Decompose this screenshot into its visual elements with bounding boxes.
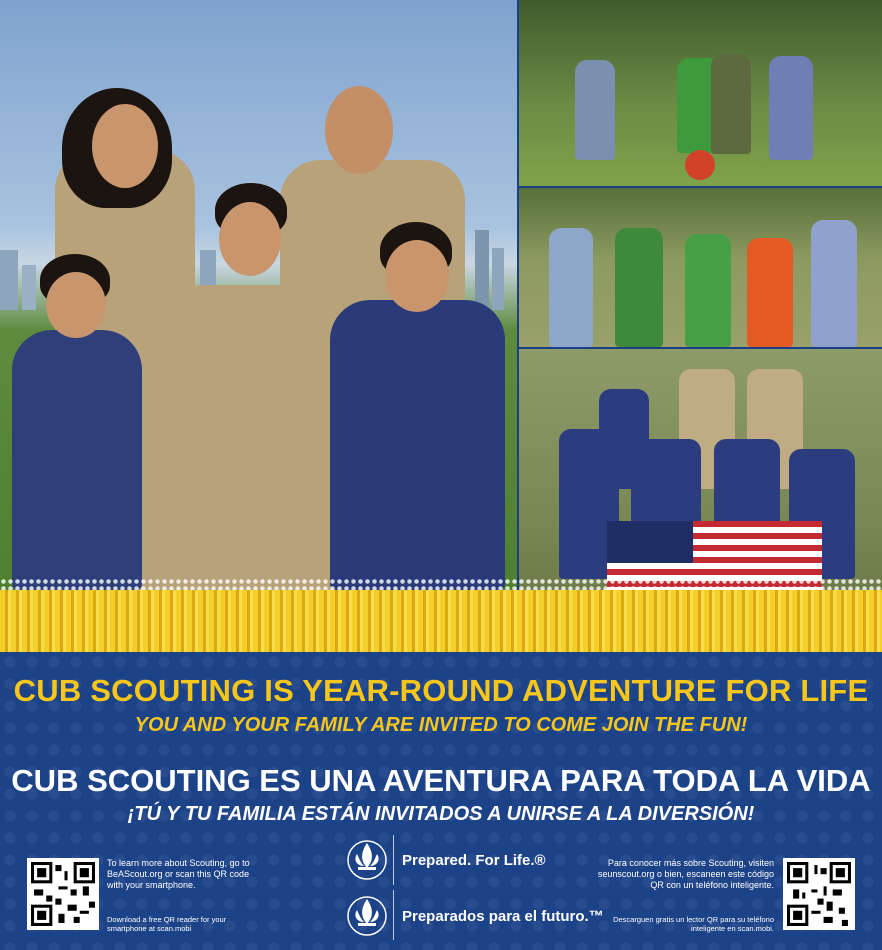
subheadline-spanish: ¡TÚ Y TU FAMILIA ESTÁN INVITADOS A UNIRSE A LA DIVERSIÓN! [127, 803, 755, 825]
boys-with-footballs-photo [519, 188, 882, 347]
boy-3 [685, 234, 731, 347]
cub-scout-left [12, 330, 142, 590]
boy-2 [615, 228, 663, 347]
gold-fringe-border [0, 590, 882, 652]
learn-more-spanish-text: Para conocer más sobre Scouting, visiten seunscout.org o bien, escaneen este código QR con un teléfono inteligente. [597, 858, 774, 890]
boy-5 [811, 220, 857, 347]
tagline-divider [393, 890, 394, 940]
cub-scouts-with-flag-photo [519, 349, 882, 600]
cub-scout-right [330, 300, 505, 590]
qr-code-left[interactable] [27, 858, 99, 930]
webelos-scout-face [219, 202, 281, 276]
qr-code-right[interactable] [783, 858, 855, 930]
fleur-de-lis-icon [347, 838, 387, 882]
tagline-divider [393, 835, 394, 885]
fleur-de-lis-icon [347, 894, 387, 938]
qr-code-icon [31, 862, 95, 926]
learn-more-english-text: To learn more about Scouting, go to BeAScout.org or scan this QR code with your smartphone. [107, 858, 250, 890]
qr-code-icon [787, 862, 851, 926]
headline-english: CUB SCOUTING IS YEAR-ROUND ADVENTURE FOR LIFE [13, 673, 869, 708]
qr-reader-spanish-text: Descarguen gratis un lector QR para su teléfono inteligente en scan.mobi. [613, 915, 774, 933]
cub-scout-right-face [385, 240, 449, 312]
boy-4 [747, 238, 793, 347]
boy-1 [549, 228, 593, 347]
boy-olive-shirt [711, 54, 751, 154]
boy-blue-shirt [769, 56, 813, 160]
tagline-spanish: Preparados para el futuro.™ [402, 908, 604, 925]
qr-reader-english-text: Download a free QR reader for your smartphone at scan.mobi [107, 915, 227, 933]
boys-playing-soccer-photo [519, 0, 882, 186]
cub-scout-left-face [46, 272, 106, 338]
subheadline-english: YOU AND YOUR FAMILY ARE INVITED TO COME JOIN THE FUN! [134, 714, 748, 736]
headline-spanish: CUB SCOUTING ES UNA AVENTURA PARA TODA LA VIDA [11, 763, 871, 798]
family-prayer-photo [0, 0, 517, 600]
mother-face [92, 104, 158, 188]
boy-running [575, 60, 615, 160]
webelos-scout-middle [165, 285, 330, 590]
tagline-english: Prepared. For Life.® [402, 852, 546, 869]
soccer-ball [685, 150, 715, 180]
father-face [325, 86, 393, 174]
